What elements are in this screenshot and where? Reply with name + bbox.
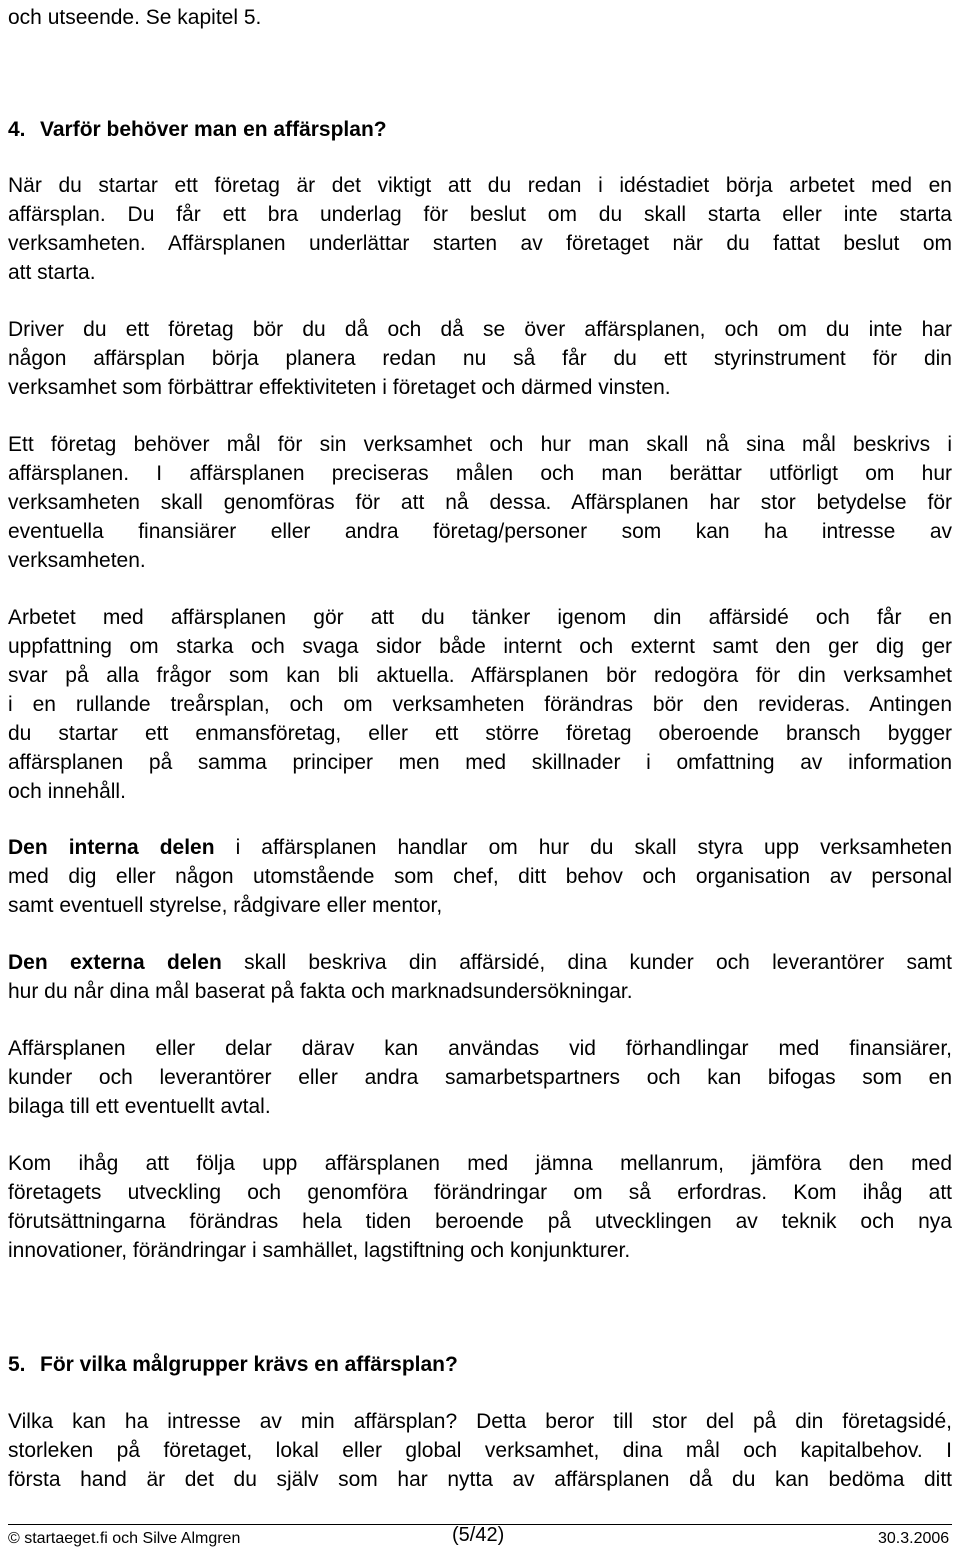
- paragraph-3-line: eventuella finansiärer eller andra företag/personer som kan ha intresse av: [8, 520, 952, 543]
- paragraph-3-line: affärsplanen. I affärsplanen preciseras målen och man berättar utförligt om hur: [8, 462, 952, 485]
- intro-tail-text: och utseende. Se kapitel 5.: [8, 6, 262, 29]
- paragraph-7-line: kunder och leverantörer eller andra samarbetspartners och kan bifogas som en: [8, 1066, 952, 1089]
- section-4-heading: [8, 116, 387, 144]
- paragraph-4-line: uppfattning om starka och svaga sidor både internt och externt samt den ger dig ger: [8, 635, 952, 658]
- footer-copyright: © startaeget.fi och Silve Almgren: [8, 1530, 241, 1547]
- footer-page-number: (5/42): [452, 1524, 505, 1546]
- internal-part-term: Den interna delen: [8, 836, 215, 859]
- paragraph-4-line: Arbetet med affärsplanen gör att du tänker igenom din affärsidé och får en: [8, 606, 952, 629]
- paragraph-9-line: första hand är det du själv som har nytta av affärsplanen då du kan bedöma ditt: [8, 1468, 952, 1491]
- paragraph-8-line: Kom ihåg att följa upp affärsplanen med jämna mellanrum, jämföra den med: [8, 1152, 952, 1175]
- section-4-number: 4.: [8, 118, 26, 141]
- paragraph-4-line: svar på alla frågor som kan bli aktuella. Affärsplanen bör redogöra för din verksamhet: [8, 664, 952, 687]
- paragraph-8-line: förutsättningarna förändras hela tiden beroende på utvecklingen av teknik och nya: [8, 1210, 952, 1233]
- paragraph-1-line: När du startar ett företag är det viktigt att du redan i idéstadiet börja arbetet med en: [8, 174, 952, 197]
- paragraph-9-line: Vilka kan ha intresse av min affärsplan? Detta beror till stor del på din företagsidé,: [8, 1410, 952, 1433]
- paragraph-8-line: innovationer, förändringar i samhället, lagstiftning och konjunkturer.: [8, 1239, 631, 1262]
- section-5-number: 5.: [8, 1353, 26, 1376]
- paragraph-6-line: hur du når dina mål baserat på fakta och marknadsundersökningar.: [8, 980, 633, 1003]
- paragraph-5-line: samt eventuell styrelse, rådgivare eller mentor,: [8, 894, 443, 917]
- paragraph-6-line: Den externa delen skall beskriva din affärsidé, dina kunder och leverantörer samt: [8, 951, 952, 974]
- paragraph-4-line: i en rullande treårsplan, och om verksamheten förändras bör den revideras. Antingen: [8, 693, 952, 716]
- paragraph-8-line: företagets utveckling och genomföra förändringar om så erfordras. Kom ihåg att: [8, 1181, 952, 1204]
- paragraph-2-line: verksamhet som förbättrar effektiviteten i företaget och därmed vinsten.: [8, 376, 671, 399]
- paragraph-5-line: Den interna delen i affärsplanen handlar om hur du skall styra upp verksamheten: [8, 836, 953, 859]
- paragraph-1-line: affärsplan. Du får ett bra underlag för beslut om du skall starta eller inte starta: [8, 203, 952, 226]
- paragraph-7-line: bilaga till ett eventuellt avtal.: [8, 1095, 271, 1118]
- paragraph-5-line: med dig eller någon utomstående som chef, ditt behov och organisation av personal: [8, 865, 952, 888]
- paragraph-4-line: du startar ett enmansföretag, eller ett större företag oberoende bransch bygger: [8, 722, 952, 745]
- paragraph-4-line: affärsplanen på samma principer men med skillnader i omfattning av information: [8, 751, 952, 774]
- paragraph-3-line: Ett företag behöver mål för sin verksamhet och hur man skall nå sina mål beskrivs i: [8, 433, 952, 456]
- paragraph-3-line: verksamheten.: [8, 549, 146, 572]
- section-4-title: Varför behöver man en affärsplan?: [40, 118, 387, 141]
- paragraph-3-line: verksamheten skall genomföras för att nå dessa. Affärsplanen har stor betydelse för: [8, 491, 952, 514]
- section-5-heading: [8, 1351, 458, 1379]
- section-5-title: För vilka målgrupper krävs en affärsplan?: [40, 1353, 458, 1376]
- paragraph-4-line: och innehåll.: [8, 780, 126, 803]
- paragraph-2-line: Driver du ett företag bör du då och då se över affärsplanen, och om du inte har: [8, 318, 952, 341]
- footer-date: 30.3.2006: [878, 1530, 950, 1547]
- paragraph-1-line: att starta.: [8, 261, 96, 284]
- external-part-term: Den externa delen: [8, 951, 222, 974]
- paragraph-7-line: Affärsplanen eller delar därav kan användas vid förhandlingar med finansiärer,: [8, 1037, 952, 1060]
- paragraph-2-line: någon affärsplan börja planera redan nu så får du ett styrinstrument för din: [8, 347, 952, 370]
- paragraph-1-line: verksamheten. Affärsplanen underlättar starten av företaget när du fattat beslut om: [8, 232, 952, 255]
- paragraph-9-line: storleken på företaget, lokal eller global verksamhet, dina mål och kapitalbehov. I: [8, 1439, 952, 1462]
